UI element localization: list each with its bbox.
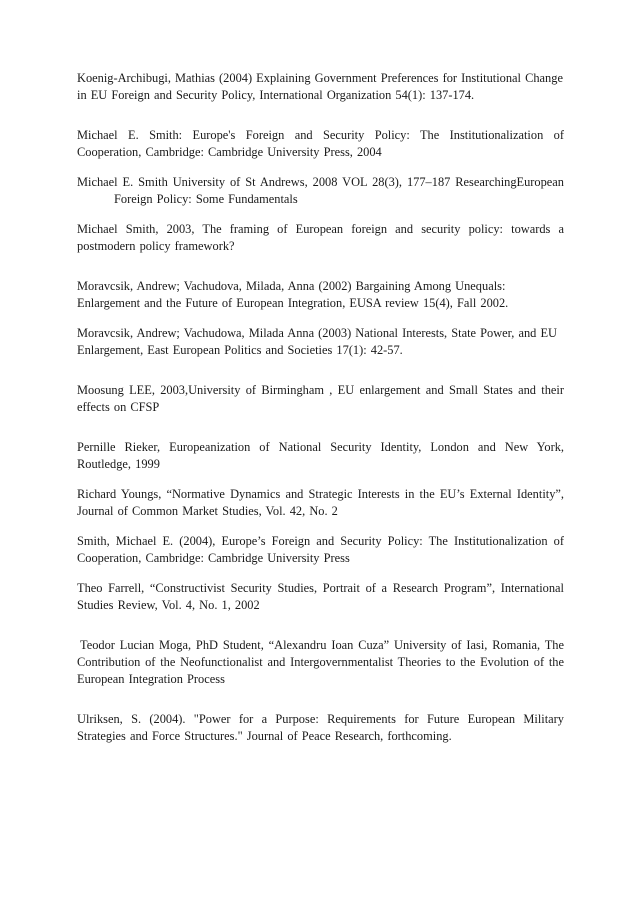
reference-entry: Moravcsik, Andrew; Vachudowa, Milada Anna (2003) National Interests, State Power, and EU Enlargement, East European Politics and Societies 17(1): 42-57. [77, 326, 557, 357]
reference-entry: Teodor Lucian Moga, PhD Student, “Alexandru Ioan Cuza” University of Iasi, Romania, The Contribution of the Neofunctionalist and Intergovernmentalist Theories to the Evolution of the European Integration Process [77, 638, 564, 686]
reference-list [77, 70, 564, 745]
reference-entry: Moosung LEE, 2003,University of Birmingham , EU enlargement and Small States and their effects on CFSP [77, 383, 564, 414]
reference-entry: Smith, Michael E. (2004), Europe’s Foreign and Security Policy: The Institutionalization of Cooperation, Cambridge: Cambridge University Press [77, 534, 564, 565]
reference-entry: Richard Youngs, “Normative Dynamics and Strategic Interests in the EU’s External Identity”, Journal of Common Market Studies, Vol. 42, No. 2 [77, 487, 564, 518]
reference-entry: Moravcsik, Andrew; Vachudova, Milada, Anna (2002) Bargaining Among Unequals: Enlargement and the Future of European Integration, EUSA review 15(4), Fall 2002. [77, 279, 509, 310]
reference-entry: Ulriksen, S. (2004). "Power for a Purpose: Requirements for Future European Military Strategies and Force Structures." Journal of Peace Research, forthcoming. [77, 712, 564, 743]
reference-entry: Pernille Rieker, Europeanization of National Security Identity, London and New York, Routledge, 1999 [77, 440, 564, 471]
reference-entry: Michael E. Smith: Europe's Foreign and Security Policy: The Institutionalization of Cooperation, Cambridge: Cambridge University Press, 2004 [77, 128, 564, 159]
reference-entry: Michael Smith, 2003, The framing of European foreign and security policy: towards a postmodern policy framework? [77, 222, 564, 253]
reference-entry: Michael E. Smith University of St Andrews, 2008 VOL 28(3), 177–187 ResearchingEuropean Foreign Policy: Some Fundamentals [77, 175, 564, 206]
reference-entry: Theo Farrell, “Constructivist Security Studies, Portrait of a Research Program”, International Studies Review, Vol. 4, No. 1, 2002 [77, 581, 564, 612]
reference-entry: Koenig-Archibugi, Mathias (2004) Explaining Government Preferences for Institutional Change in EU Foreign and Security Policy, International Organization 54(1): 137-174. [77, 71, 563, 102]
